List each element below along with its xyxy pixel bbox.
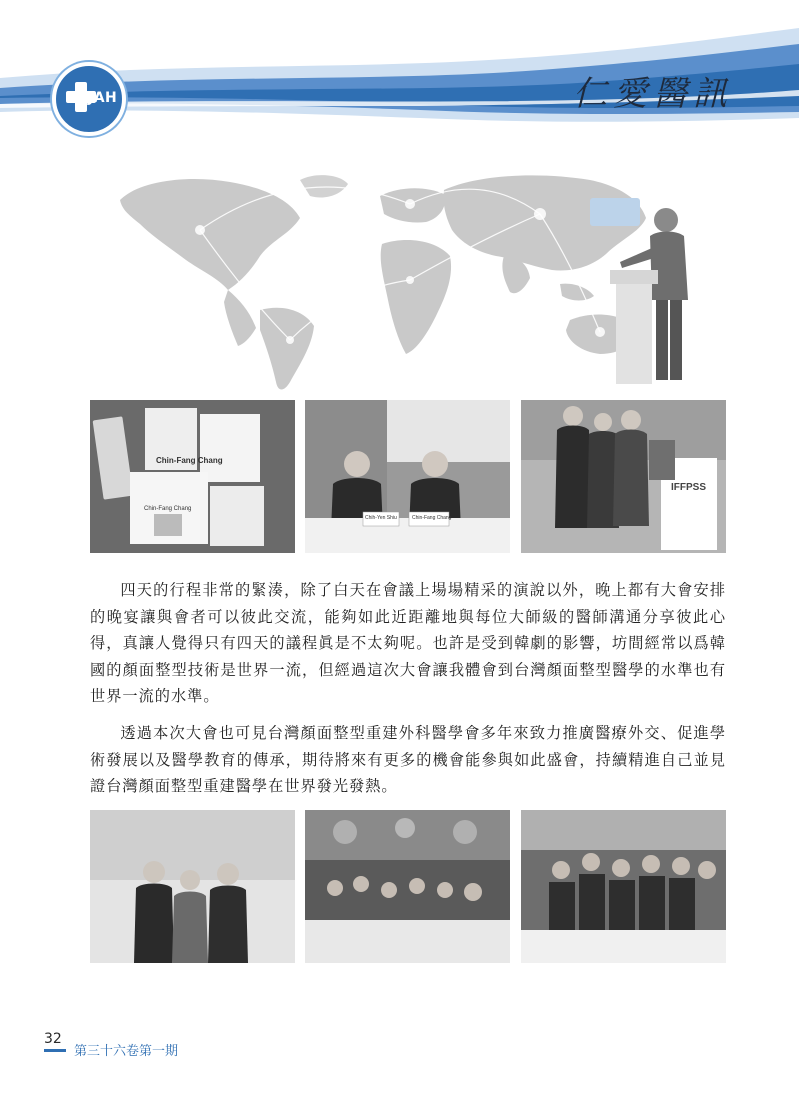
photo-group-stand (521, 400, 726, 553)
footer-accent-bar (44, 1049, 66, 1052)
photo-row-top (90, 400, 726, 553)
page-number: 32 (44, 1031, 62, 1047)
jah-logo (52, 62, 126, 136)
photo-speakers-podium (305, 400, 510, 553)
world-map-illustration (100, 160, 700, 395)
logo-text: JAH (88, 90, 118, 106)
stand-banner-text: IFFPSS (671, 482, 707, 493)
photo-banquet-hall (305, 810, 510, 963)
page-header (0, 0, 799, 150)
magazine-title: 仁愛醫訊 (573, 74, 733, 114)
paragraph-2: 透過本次大會也可見台灣顏面整型重建外科醫學會多年來致力推廣醫療外交、促進學術發展以及醫學教育的傳承，期待將來有更多的機會能參與如此盛會，持續精進自己並見證台灣顏面整型重建醫學在世界發光發熱。 (90, 724, 726, 795)
photo-badge-certificates (90, 400, 295, 553)
certificate-name-text: Chin-Fang Chang (144, 506, 192, 512)
placard-left-text: Chih-Yen Shiu (365, 515, 397, 521)
photo-three-doctors (90, 810, 295, 963)
issue-label: 第三十六卷第一期 (74, 1044, 179, 1059)
photo-dinner-toast (521, 810, 726, 963)
placard-right-text: Chin-Fang Chang (412, 515, 452, 521)
badge-name-text: Chin-Fang Chang (156, 456, 223, 465)
photo-row-bottom (90, 810, 726, 963)
speaker-podium-icon (580, 190, 700, 390)
paragraph-1: 四天的行程非常的緊湊，除了白天在會議上場場精采的演說以外，晚上都有大會安排的晚宴讓與會者可以彼此交流，能夠如此近距離地與每位大師級的醫師溝通分享彼此心得，真讓人覺得只有四天的議程眞是不太夠呢。也許是受到韓劇的影響，坊間經常以爲韓國的顏面整型技術是世界一流，但經過這次大會讓我體會到台灣顏面整型醫學的水準也有世界一流的水準。 (90, 581, 726, 705)
